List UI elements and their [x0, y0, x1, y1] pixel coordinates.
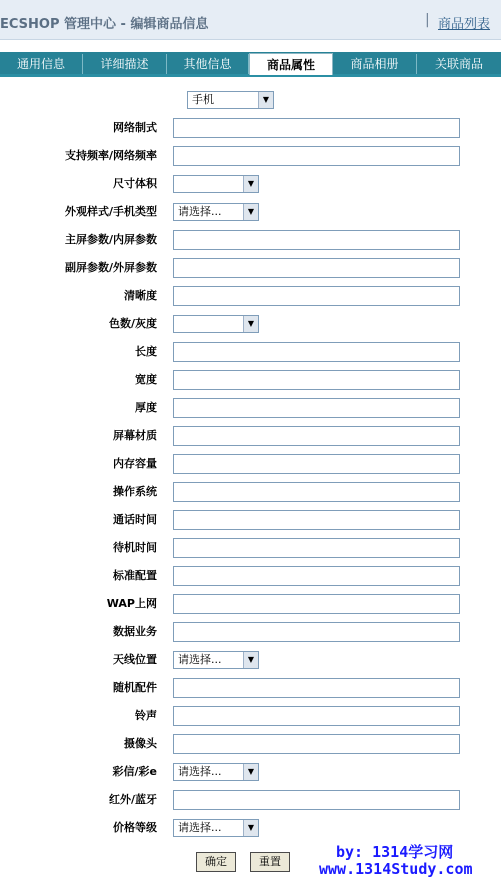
chevron-down-icon: ▼ — [243, 820, 258, 836]
attribute-row — [0, 313, 501, 335]
confirm-button[interactable]: 确定 — [196, 852, 236, 872]
attribute-label: 副屏参数/外屏参数 — [64, 261, 157, 274]
attribute-row — [0, 285, 501, 307]
attribute-label: 数据业务 — [113, 625, 157, 638]
attribute-label: WAP上网 — [106, 597, 157, 610]
attribute-select[interactable] — [173, 819, 259, 837]
attribute-row — [0, 789, 501, 811]
attribute-label: 支持频率/网络频率 — [64, 149, 157, 162]
attribute-label: 铃声 — [135, 709, 157, 722]
attribute-select[interactable] — [173, 651, 259, 669]
attribute-input[interactable] — [173, 454, 460, 474]
attribute-label: 色数/灰度 — [108, 317, 157, 330]
attribute-input[interactable] — [173, 790, 460, 810]
chevron-down-icon: ▼ — [243, 176, 258, 192]
attribute-row — [0, 537, 501, 559]
attribute-row — [0, 397, 501, 419]
attribute-row — [0, 453, 501, 475]
attribute-input[interactable] — [173, 286, 460, 306]
attribute-select[interactable] — [173, 315, 259, 333]
attribute-select[interactable] — [173, 175, 259, 193]
attribute-input[interactable] — [173, 538, 460, 558]
attribute-row — [0, 201, 501, 223]
attribute-row — [0, 621, 501, 643]
chevron-down-icon: ▼ — [243, 764, 258, 780]
attribute-label: 摄像头 — [124, 737, 157, 750]
watermark-line1: by: 1314学习网 — [336, 843, 454, 861]
attribute-row — [0, 593, 501, 615]
attribute-row — [0, 817, 501, 839]
attribute-label: 操作系统 — [113, 485, 157, 498]
attribute-row — [0, 173, 501, 195]
attribute-input[interactable] — [173, 510, 460, 530]
page-header — [0, 0, 501, 40]
attribute-label: 通话时间 — [113, 513, 157, 526]
attribute-input[interactable] — [173, 622, 460, 642]
attribute-row — [0, 369, 501, 391]
attribute-label: 长度 — [135, 345, 157, 358]
attribute-input[interactable] — [173, 370, 460, 390]
attribute-input[interactable] — [173, 566, 460, 586]
attribute-input[interactable] — [173, 398, 460, 418]
attribute-input[interactable] — [173, 118, 460, 138]
attribute-input[interactable] — [173, 678, 460, 698]
tab-goods-attributes[interactable]: 商品属性 — [249, 53, 333, 75]
attribute-row — [0, 229, 501, 251]
watermark-line2: www.1314Study.com — [319, 860, 473, 878]
attribute-input[interactable] — [173, 342, 460, 362]
attribute-label: 屏幕材质 — [113, 429, 157, 442]
attribute-label: 厚度 — [135, 401, 157, 414]
attribute-row — [0, 481, 501, 503]
goods-list-link[interactable]: 商品列表 — [438, 17, 491, 32]
tab-detail-description[interactable]: 详细描述 — [83, 54, 167, 74]
header-separator: | — [425, 12, 430, 28]
attribute-row — [0, 677, 501, 699]
attribute-label: 价格等级 — [113, 821, 157, 834]
attribute-row — [0, 257, 501, 279]
chevron-down-icon: ▼ — [243, 652, 258, 668]
chevron-down-icon: ▼ — [243, 316, 258, 332]
attribute-label: 网络制式 — [113, 121, 157, 134]
attribute-input[interactable] — [173, 482, 460, 502]
tab-bar — [0, 52, 501, 77]
attribute-row — [0, 117, 501, 139]
attribute-row — [0, 425, 501, 447]
attribute-input[interactable] — [173, 230, 460, 250]
attribute-row — [0, 761, 501, 783]
attribute-label: 红外/蓝牙 — [108, 793, 157, 806]
attribute-select[interactable] — [173, 203, 259, 221]
attribute-row — [0, 649, 501, 671]
attribute-input[interactable] — [173, 258, 460, 278]
page-title: ECSHOP 管理中心 - 编辑商品信息 — [0, 17, 209, 32]
attribute-input[interactable] — [173, 594, 460, 614]
attribute-row — [0, 733, 501, 755]
reset-button[interactable]: 重置 — [250, 852, 290, 872]
attribute-select-value: 请选择... — [178, 765, 222, 778]
attribute-label: 尺寸体积 — [113, 177, 157, 190]
attribute-row — [0, 565, 501, 587]
attribute-row — [0, 341, 501, 363]
attribute-label: 主屏参数/内屏参数 — [64, 233, 157, 246]
attribute-row — [0, 509, 501, 531]
tab-related-goods[interactable]: 关联商品 — [434, 57, 483, 71]
tab-general-info[interactable]: 通用信息 — [0, 54, 83, 74]
chevron-down-icon: ▼ — [258, 92, 273, 108]
attribute-label: 宽度 — [135, 373, 157, 386]
attribute-label: 标准配置 — [113, 569, 157, 582]
attribute-label: 清晰度 — [124, 289, 157, 302]
attribute-input[interactable] — [173, 426, 460, 446]
attribute-row — [0, 705, 501, 727]
attribute-label: 外观样式/手机类型 — [64, 205, 157, 218]
attribute-select-value: 请选择... — [178, 653, 222, 666]
attribute-select[interactable] — [173, 763, 259, 781]
attribute-label: 彩信/彩e — [112, 765, 157, 778]
attribute-input[interactable] — [173, 146, 460, 166]
attribute-select-value: 请选择... — [178, 205, 222, 218]
tab-other-info[interactable]: 其他信息 — [167, 54, 249, 74]
attribute-label: 随机配件 — [113, 681, 157, 694]
attribute-label: 内存容量 — [113, 457, 157, 470]
attribute-input[interactable] — [173, 734, 460, 754]
goods-type-select[interactable] — [187, 91, 274, 109]
goods-type-value: 手机 — [192, 93, 214, 106]
tab-goods-gallery[interactable]: 商品相册 — [333, 54, 417, 74]
attribute-row — [0, 145, 501, 167]
attribute-label: 天线位置 — [113, 653, 157, 666]
chevron-down-icon: ▼ — [243, 204, 258, 220]
attribute-label: 待机时间 — [113, 541, 157, 554]
attribute-input[interactable] — [173, 706, 460, 726]
attribute-select-value: 请选择... — [178, 821, 222, 834]
